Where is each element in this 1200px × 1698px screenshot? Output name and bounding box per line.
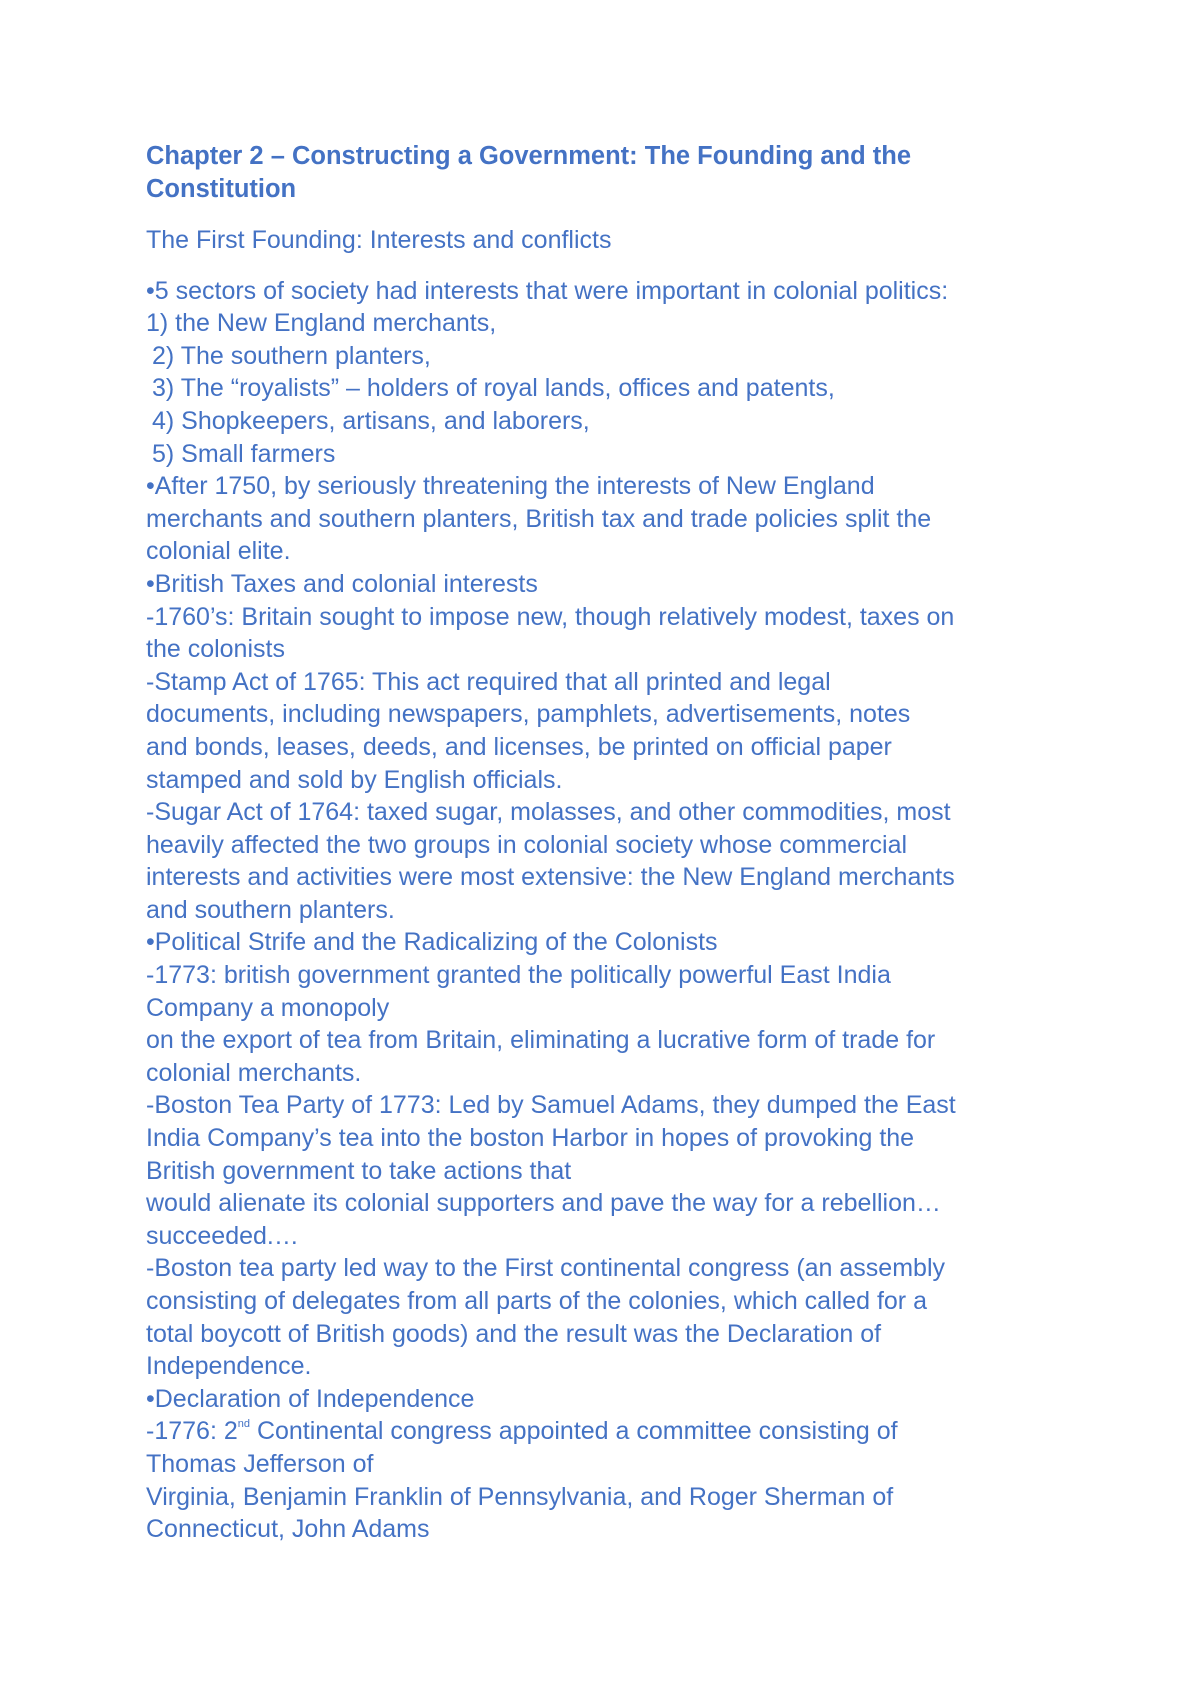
text-line: 5) Small farmers [152, 439, 336, 468]
text-line: would alienate its colonial supporters and pave the way for a rebellion… [146, 1189, 941, 1218]
section-heading: The First Founding: Interests and conflicts [146, 226, 612, 254]
text-line: •After 1750, by seriously threatening the interests of New England [146, 472, 875, 501]
text-line: total boycott of British goods) and the result was the Declaration of [146, 1319, 882, 1348]
text-line: -1760’s: Britain sought to impose new, though relatively modest, taxes on [146, 602, 955, 631]
body-text [146, 275, 1086, 1546]
text-line: 3) The “royalists” – holders of royal lands, offices and patents, [152, 374, 835, 403]
text-line: and bonds, leases, deeds, and licenses, be printed on official paper [146, 732, 892, 761]
text-line: •Declaration of Independence [146, 1384, 475, 1413]
text-line: -Stamp Act of 1765: This act required that all printed and legal [146, 667, 831, 696]
text-fragment: -1776: 2 [146, 1417, 238, 1446]
text-line: British government to take actions that [146, 1156, 572, 1185]
text-line: Thomas Jefferson of [146, 1449, 374, 1478]
text-line: and southern planters. [146, 895, 395, 924]
text-line: Virginia, Benjamin Franklin of Pennsylvania, and Roger Sherman of [146, 1482, 894, 1511]
text-line: colonial elite. [146, 537, 291, 566]
text-line: -Boston tea party led way to the First continental congress (an assembly [146, 1254, 945, 1283]
text-line: succeeded.… [146, 1221, 299, 1250]
text-line: •Political Strife and the Radicalizing of the Colonists [146, 928, 718, 957]
text-line: on the export of tea from Britain, eliminating a lucrative form of trade for [146, 1026, 936, 1055]
chapter-title-line: Chapter 2 – Constructing a Government: The Founding and the [146, 142, 912, 170]
ordinal-superscript: nd [237, 1418, 250, 1431]
text-line: Connecticut, John Adams [146, 1515, 430, 1544]
text-line: 1) the New England merchants, [146, 309, 497, 338]
text-line: •5 sectors of society had interests that were important in colonial politics: [146, 276, 949, 305]
text-line: -Sugar Act of 1764: taxed sugar, molasses, and other commodities, most [146, 798, 951, 827]
text-line: documents, including newspapers, pamphlets, advertisements, notes [146, 700, 911, 729]
text-line-1776 [146, 1415, 1086, 1448]
text-line: the colonists [146, 635, 285, 664]
text-line: Independence. [146, 1352, 312, 1381]
text-line: colonial merchants. [146, 1058, 362, 1087]
text-line: India Company’s tea into the boston Harbor in hopes of provoking the [146, 1124, 915, 1153]
text-line: merchants and southern planters, British tax and trade policies split the [146, 504, 932, 533]
text-line: 2) The southern planters, [152, 341, 431, 370]
text-line: 4) Shopkeepers, artisans, and laborers, [152, 406, 590, 435]
text-line: consisting of delegates from all parts of the colonies, which called for a [146, 1287, 927, 1315]
text-line: Company a monopoly [146, 993, 390, 1022]
chapter-title [146, 140, 1086, 206]
text-line: •British Taxes and colonial interests [146, 569, 538, 598]
text-line: stamped and sold by English officials. [146, 765, 563, 794]
document-body [146, 140, 1086, 1546]
text-line: interests and activities were most extensive: the New England merchants [146, 863, 955, 892]
text-fragment: Continental congress appointed a committee consisting of [250, 1417, 898, 1446]
chapter-title-line: Constitution [146, 175, 297, 203]
text-line: -1773: british government granted the politically powerful East India [146, 961, 891, 990]
text-line: -Boston Tea Party of 1773: Led by Samuel Adams, they dumped the East [146, 1091, 956, 1120]
text-line: heavily affected the two groups in colonial society whose commercial [146, 830, 908, 859]
